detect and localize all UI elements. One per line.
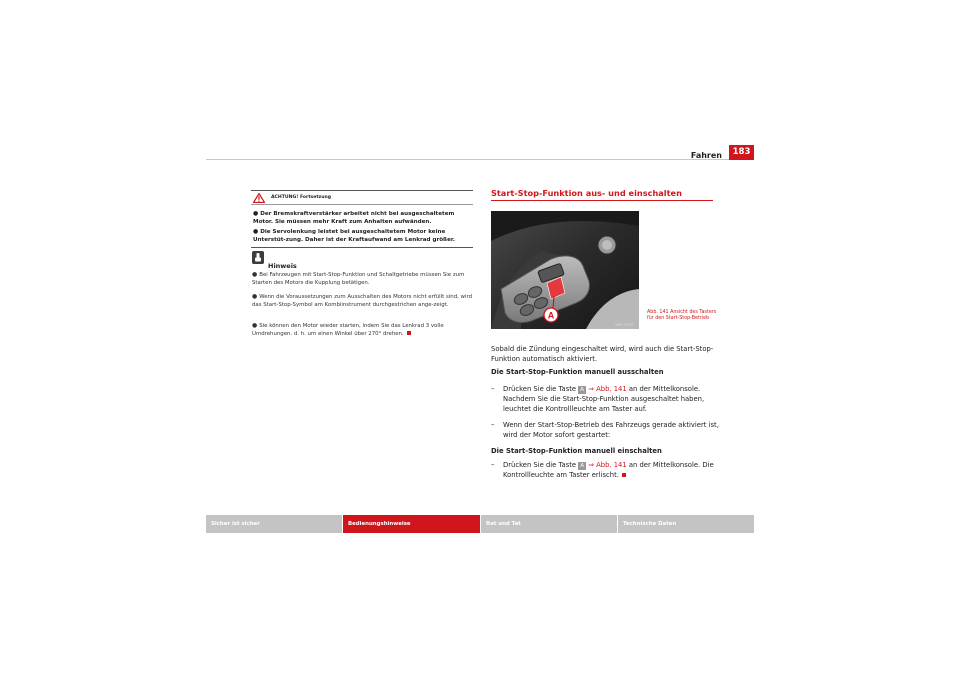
subheading-on: Die Start-Stop-Funktion manuell einschalten [491, 447, 662, 455]
figure-label-a: A [547, 310, 555, 321]
bullet-icon: ● [252, 322, 258, 329]
step-on-1: – Drücken Sie die Taste A ⇒ Abb. 141 an der Mittelkonsole. Die Kontrollleuchte am Taster erlischt. [491, 461, 714, 479]
figure-caption: Abb. 141 Ansicht des Tasters für den Start-Stop-Betrieb [647, 310, 717, 321]
subheading-off: Die Start-Stop-Funktion manuell ausschalten [491, 368, 664, 376]
warning-box [251, 190, 473, 248]
key-a-badge: A [580, 463, 585, 469]
end-mark-icon [407, 331, 411, 335]
figure-code: B5F-0073 [615, 322, 633, 327]
note-item: ● Sie können den Motor wieder starten, indem Sie das Lenkrad 3 volle Umdrehungen. d. h. um einen Winkel über 270° drehen. [252, 322, 444, 338]
footer-tab-bedienung[interactable]: Bedienungshinweise [343, 515, 480, 533]
note-item: ● Bei Fahrzeugen mit Start-Stop-Funktion und Schaltgetriebe müssen Sie zum Starten des Motors die Kupplung betätigen. [252, 271, 465, 287]
section-rule [491, 200, 713, 201]
footer-tab-sicher[interactable]: Sicher ist sicher [206, 515, 342, 533]
intro-paragraph: Sobald die Zündung eingeschaltet wird, wird auch die Start-Stop-Funktion automatisch aktiviert. [491, 345, 714, 363]
warning-header [253, 193, 331, 202]
footer-tab-technik[interactable]: Technische Daten [618, 515, 754, 533]
section-heading: Start-Stop-Funktion aus- und einschalten [491, 188, 682, 198]
note-title: Hinweis [268, 262, 297, 270]
page-number: 183 [729, 145, 754, 160]
warning-divider [251, 204, 473, 205]
footer-tab-rat[interactable]: Rat und Tat [481, 515, 617, 533]
warning-item: ● Der Bremskraftverstärker arbeitet nicht bei ausgeschaltetem Motor. Sie müssen mehr Kraft zum Anhalten aufwänden. [253, 210, 455, 225]
bullet-icon: ● [253, 228, 259, 235]
step-off-2: – Wenn der Start-Stop-Betrieb des Fahrzeugs gerade aktiviert ist, wird der Motor sofort gestartet: [491, 421, 719, 439]
page-title: Fahren [690, 151, 722, 160]
bullet-icon: ● [252, 293, 258, 300]
start-stop-button-figure [491, 211, 639, 329]
note-item: ● Wenn die Voraussetzungen zum Ausschalten des Motors nicht erfüllt sind, wird das Start-Stop-Symbol am Kombiinstrument durchgestrichen ange-zeigt. [252, 293, 473, 309]
key-a-badge: A [580, 387, 585, 393]
step-off-1: – Drücken Sie die Taste A ⇒ Abb. 141 an der Mittelkonsole. Nachdem Sie die Start-Stop-Funktion ausgeschaltet haben, leuchtet die Kontrollleuchte am Taster auf. [491, 385, 705, 413]
warning-title: ACHTUNG! Fortsetzung [271, 195, 332, 200]
note-icon [252, 251, 264, 264]
bullet-icon: ● [253, 210, 259, 217]
figure-reference-link[interactable]: ⇒ Abb. 141 [588, 461, 627, 469]
end-mark-icon [622, 473, 626, 477]
figure-reference-link[interactable]: ⇒ Abb. 141 [588, 385, 627, 393]
warning-item: ● Die Servolenkung leistet bei ausgeschaltetem Motor keine Unterstüt-zung. Daher ist der Kraftaufwand am Lenkrad größer. [253, 228, 455, 243]
warning-triangle-icon [253, 193, 265, 203]
bullet-icon: ● [252, 271, 258, 278]
